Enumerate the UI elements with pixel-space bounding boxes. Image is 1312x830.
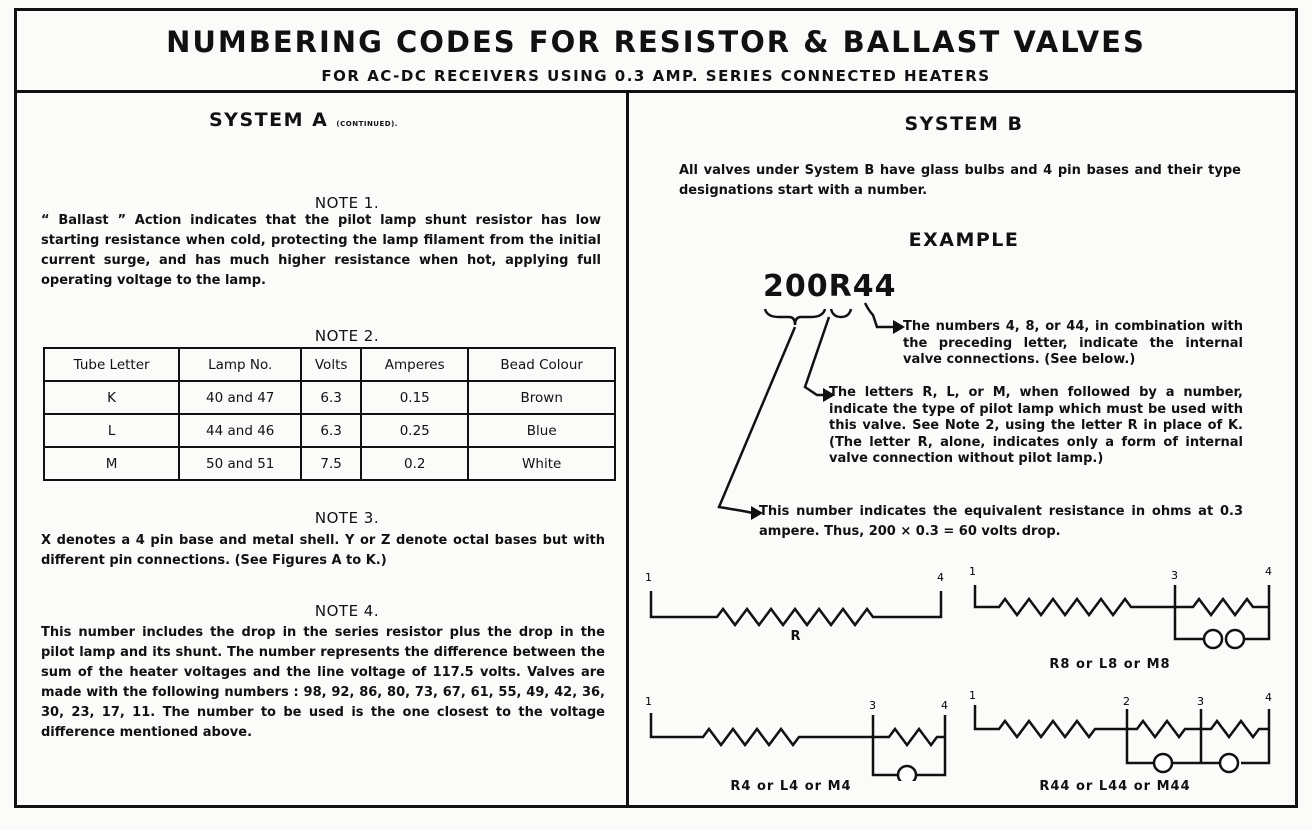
system-b-intro: All valves under System B have glass bulbs and 4 pin bases and their type designations start with a number. (679, 163, 1241, 198)
cell-bead-colour: Blue (468, 414, 615, 447)
diagram-r-label: R (790, 629, 802, 644)
cell-bead-colour: Brown (468, 381, 615, 414)
cell-amperes: 0.15 (361, 381, 468, 414)
note4-heading: NOTE 4. (314, 602, 380, 620)
pin-label: 3 (869, 699, 876, 712)
cell-lamp-no: 50 and 51 (179, 447, 301, 480)
cell-volts: 7.5 (301, 447, 361, 480)
col-lamp-no: Lamp No. (179, 348, 301, 381)
pin-label: 4 (1265, 565, 1272, 578)
system-a-title: SYSTEM A (CONTINUED). (209, 109, 398, 131)
pin-label: 4 (1265, 691, 1272, 704)
example-heading: EXAMPLE (908, 229, 1020, 251)
note1-text: “ Ballast ” Action indicates that the pilot lamp shunt resistor has low starting resistance when cold, protecting the lamp filament from the initial current surge, and has much higher resistance when hot, applying full operating voltage to the lamp. (41, 213, 601, 288)
diagram-r44-label: R44 or L44 or M44 (1039, 779, 1191, 794)
pin-label: 3 (1197, 695, 1204, 708)
note4-text: This number includes the drop in the series resistor plus the drop in the pilot lamp and its shunt. The number represents the difference between the sum of the heater voltages and the line voltage of 117.5 volts. Valves are made with the following numbers : 98, 92, 86, 80, 73, 67, 61, 55, 49, 42, 36, 30, 23, 17, 11. The number to be used is the one closest to the voltage difference mentioned above. (41, 625, 605, 740)
note2-heading: NOTE 2. (314, 327, 380, 345)
pin-label: 1 (969, 565, 976, 578)
note3-heading: NOTE 3. (314, 509, 380, 527)
page-frame (14, 8, 1298, 808)
system-a-continued: (CONTINUED). (336, 120, 398, 128)
diagram-r8 (965, 563, 1285, 653)
cell-lamp-no: 40 and 47 (179, 381, 301, 414)
col-volts: Volts (301, 348, 361, 381)
cell-amperes: 0.25 (361, 414, 468, 447)
page-subtitle: FOR AC-DC RECEIVERS USING 0.3 AMP. SERIES CONNECTED HEATERS (321, 67, 991, 85)
cell-bead-colour: White (468, 447, 615, 480)
pin-label: 4 (937, 571, 944, 584)
cell-tube-letter: M (44, 447, 179, 480)
lamp-icon (1154, 754, 1172, 772)
diagram-r4 (641, 691, 951, 781)
note1-heading: NOTE 1. (314, 194, 380, 212)
pin-label: 1 (645, 571, 652, 584)
diagram-r44 (965, 685, 1285, 781)
pin-label: 1 (969, 689, 976, 702)
col-amperes: Amperes (361, 348, 468, 381)
page-title: NUMBERING CODES FOR RESISTOR & BALLAST VALVES (166, 25, 1146, 59)
cell-lamp-no: 44 and 46 (179, 414, 301, 447)
diagram-r8-label: R8 or L8 or M8 (1049, 657, 1171, 672)
lamp-icon (1204, 630, 1222, 648)
callout-numbers: The numbers 4, 8, or 44, in combination with the preceding letter, indicate the internal valve connections. (See below.) (903, 319, 1243, 367)
cell-tube-letter: L (44, 414, 179, 447)
example-callout-arrows (17, 11, 1301, 571)
pin-label: 4 (941, 699, 948, 712)
callout-letters: The letters R, L, or M, when followed by a number, indicate the type of pilot lamp which must be used with this valve. See Note 2, using the letter R in place of K. (The letter R, alone, indicates only a form of internal valve connection without pilot lamp.) (829, 385, 1243, 466)
col-tube-letter: Tube Letter (44, 348, 179, 381)
lamp-icon (1220, 754, 1238, 772)
col-bead-colour: Bead Colour (468, 348, 615, 381)
cell-tube-letter: K (44, 381, 179, 414)
callout-resistance: This number indicates the equivalent resistance in ohms at 0.3 ampere. Thus, 200 × 0.3 = 60 volts drop. (759, 504, 1243, 539)
lamp-icon (1226, 630, 1244, 648)
diagram-r4-label: R4 or L4 or M4 (730, 779, 852, 794)
pin-label: 2 (1123, 695, 1130, 708)
cell-volts: 6.3 (301, 414, 361, 447)
note3-text: X denotes a 4 pin base and metal shell. Y or Z denote octal bases but with different pin connections. (See Figures A to K.) (41, 533, 605, 568)
system-b-title: SYSTEM B (904, 113, 1024, 135)
example-code: 200R44 (763, 269, 897, 304)
pin-label: 1 (645, 695, 652, 708)
cell-amperes: 0.2 (361, 447, 468, 480)
pin-label: 3 (1171, 569, 1178, 582)
cell-volts: 6.3 (301, 381, 361, 414)
